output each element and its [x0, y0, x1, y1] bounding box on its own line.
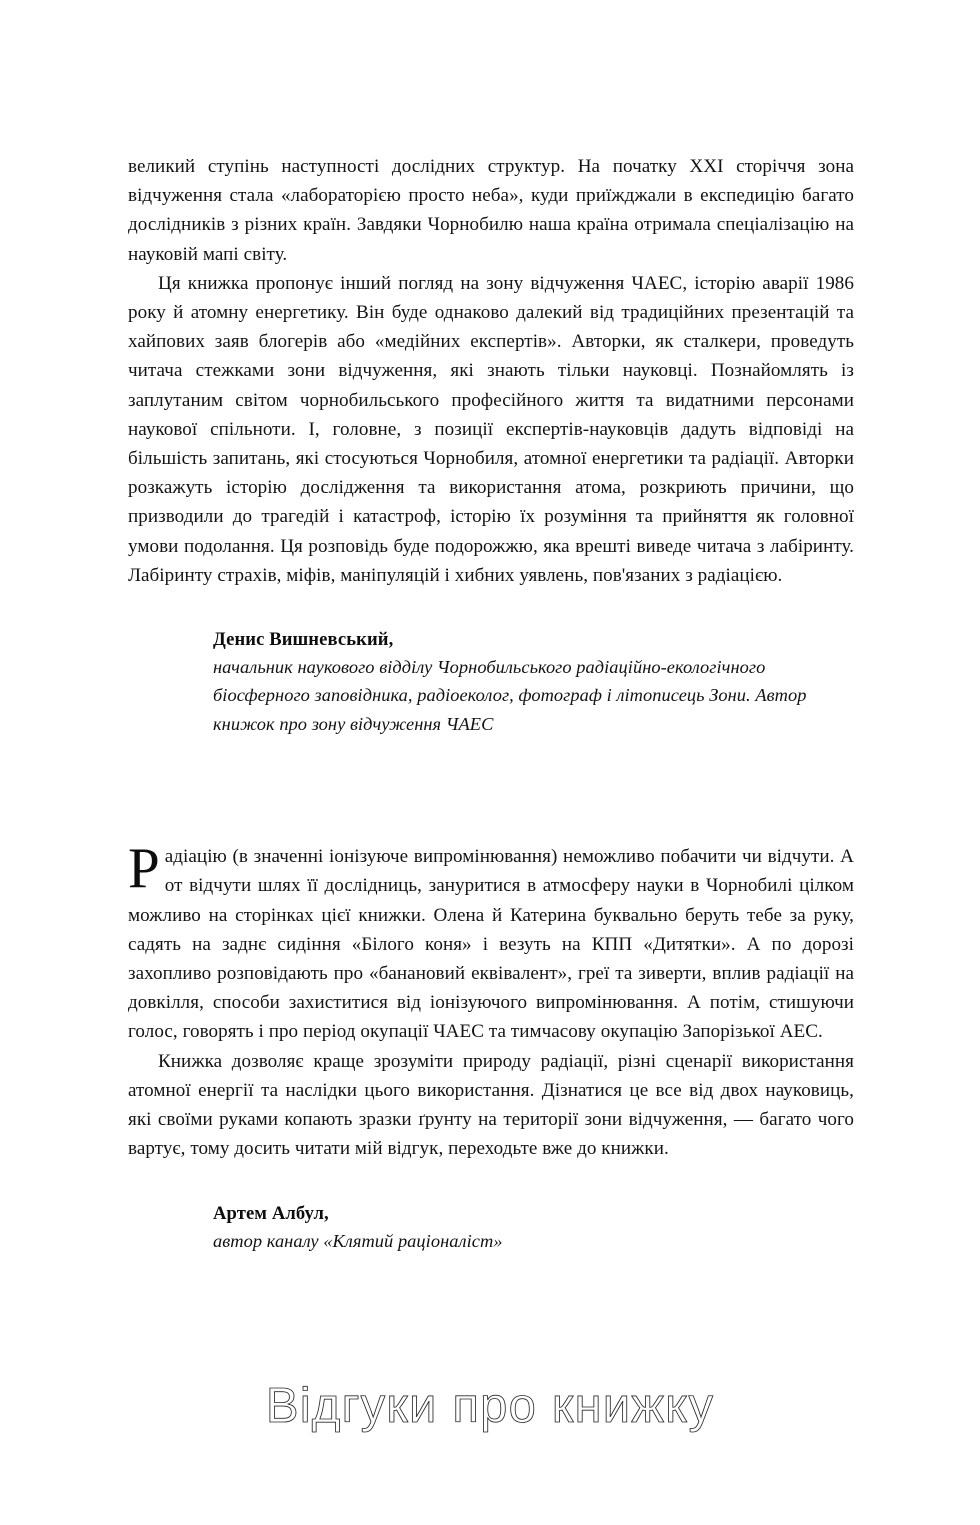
text-column — [128, 152, 854, 1255]
spacer-between-reviews — [128, 738, 854, 842]
paragraph-radiation-intro — [128, 837, 854, 1046]
drop-cap-letter: Р — [128, 837, 160, 901]
section-heading-reviews: Відгуки про книжку — [265, 1379, 715, 1433]
signature-name: Денис Вишневський, — [213, 629, 394, 651]
paragraph-book-value: Книжка дозволяє краще зрозуміти природу радіації, різні сценарії використання атомної енергії та наслідки цього використання. Дізнатися це все від двох науковиць, які своїми руками копають зразки ґрунту на території зони відчуження, — багато чого вартує, тому досить читати мій відгук, переходьте вже до книжки. — [128, 1050, 854, 1160]
spacer-before-signature-two — [128, 1164, 854, 1200]
signature-name: Артем Албул, — [213, 1202, 329, 1224]
signature-block-vyshnevskyi — [128, 626, 813, 738]
paragraph-book-overview: Ця книжка пропонує інший погляд на зону відчуження ЧАЕС, історію аварії 1986 року й атомну енергетику. Він буде однаково далекий від традиційних презентацій та хайпових заяв блогерів або «медійних експертів». Авторки, як сталкери, проведуть читача стежками зони відчуження, які знають тільки науковці. Познайомлять із заплутаним світом чорнобильського професійного життя та видатними персонами наукової спільноти. І, головне, з позиції експертів-науковців дадуть відповіді на більшість запитань, які стосуються Чорнобиля, атомної енергетики та радіації. Авторки розкажуть історію дослідження та використання атома, розкриють причини, що призводили до трагедій і катастроф, історію їх розуміння та прийняття як головної умови подолання. Ця розповідь буде подорожжю, яка врешті виведе читача з лабіринту. Лабіринту страхів, міфів, маніпуляцій і хибних уявлень, пов'язаних з радіацією. — [128, 272, 854, 586]
spacer-before-signature-one — [128, 590, 854, 626]
paragraph-radiation-intro-text: адіацію (в значенні іонізуюче випромінювання) неможливо побачити чи відчути. А от відчути шлях її дослідниць, зануритися в атмосферу науки в Чорнобилі цілком можливо на сторінках цієї книжки. Олена й Катерина буквально беруть тебе за руку, садять на заднє сидіння «Білого коня» і везуть на КПП «Дитятки». А по дорозі захопливо розповідають про «банановий еквівалент», греї та зиверти, вплив радіації на довкілля, способи захиститися від іонізуючого випромінювання. А потім, стишуючи голос, говорять і про період окупації ЧАЕС та тимчасову окупацію Запорізької АЕС. — [128, 846, 854, 1043]
signature-description: автор каналу «Клятий раціоналіст» — [213, 1230, 503, 1251]
signature-description: начальник наукового відділу Чорнобильського радіаційно-екологічного біосферного заповідника, радіоеколог, фотограф і літописець Зони. Автор книжок про зону відчуження ЧАЕС — [213, 657, 807, 734]
paragraph-continued: великий ступінь наступності дослідних структур. На початку XXI сторіччя зона відчуження стала «лабораторією просто неба», куди приїжджали в експедицію багато дослідників з різних країн. Завдяки Чорнобилю наша країна отримала спеціалізацію на науковій мапі світу. — [128, 156, 854, 265]
signature-block-albul — [128, 1200, 813, 1255]
